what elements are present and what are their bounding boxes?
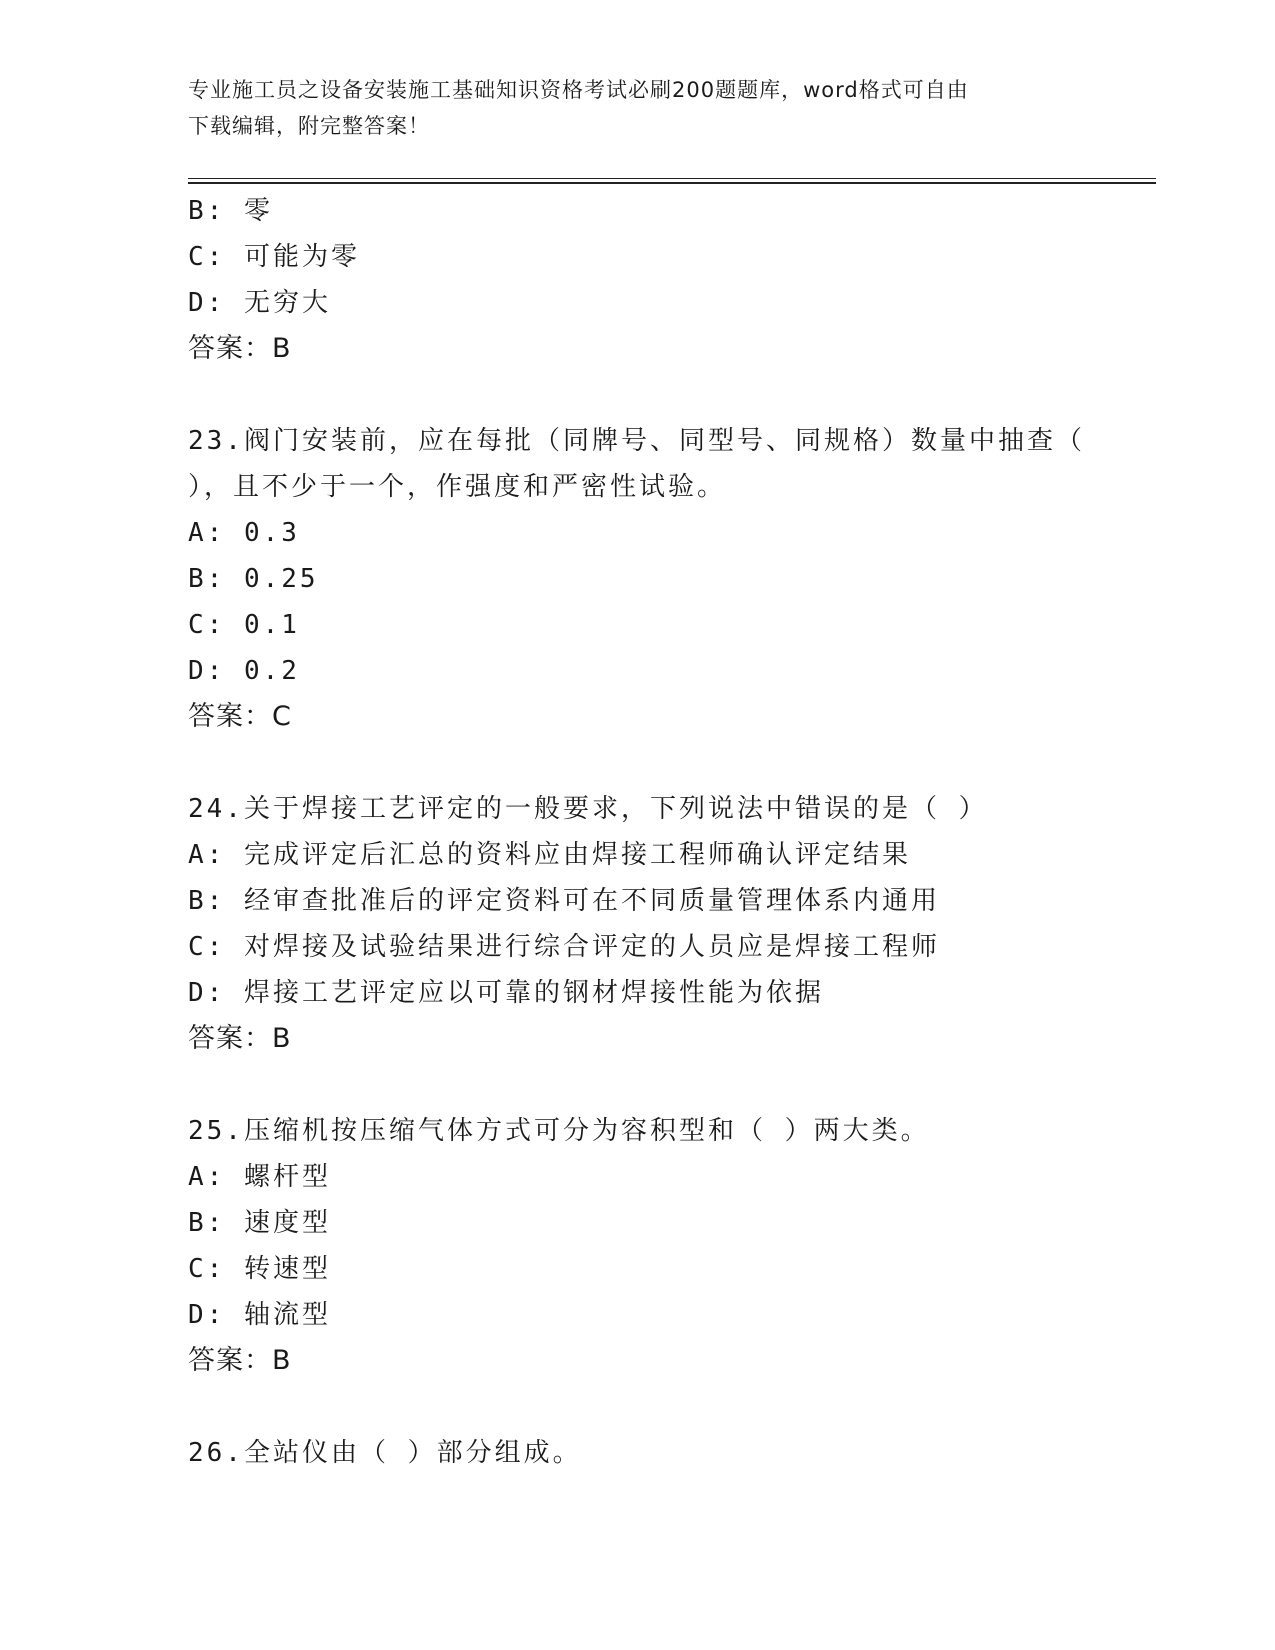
q26-question: 26.全站仪由（ ）部分组成。 [188,1438,582,1468]
q25-option-d: D: 轴流型 [188,1300,331,1330]
q25-option-c: C: 转速型 [188,1254,331,1284]
q23-option-c: C: 0.1 [188,610,300,640]
header-title-line-2: 下载编辑，附完整答案！ [188,114,430,138]
spacer [188,372,1148,418]
spacer [188,1062,1148,1108]
document-header [188,72,1088,144]
q25-question: 25.压缩机按压缩气体方式可分为容积型和（ ）两大类。 [188,1116,930,1146]
question-list [188,188,1148,1476]
q24-option-a: A: 完成评定后汇总的资料应由焊接工程师确认评定结果 [188,840,911,870]
question-26 [188,1430,1148,1476]
spacer [188,1384,1148,1430]
q25-option-b: B: 速度型 [188,1208,331,1238]
q23-question-line-1: 23.阀门安装前，应在每批（同牌号、同型号、同规格）数量中抽查（ [188,426,1085,456]
q24-answer: 答案：B [188,1023,292,1054]
q24-option-b: B: 经审查批准后的评定资料可在不同质量管理体系内通用 [188,886,940,916]
q22-option-b: B: 零 [188,196,273,226]
q24-option-d: D: 焊接工艺评定应以可靠的钢材焊接性能为依据 [188,978,824,1008]
spacer [188,740,1148,786]
question-22 [188,188,1148,372]
q24-option-c: C: 对焊接及试验结果进行综合评定的人员应是焊接工程师 [188,932,940,962]
q22-option-c: C: 可能为零 [188,242,360,272]
q23-question-line-2: ），且不少于一个，作强度和严密性试验。 [188,472,727,502]
q23-option-b: B: 0.25 [188,564,319,594]
q23-option-d: D: 0.2 [188,656,300,686]
q23-option-a: A: 0.3 [188,518,300,548]
question-23 [188,418,1148,740]
header-divider-thin [188,178,1156,179]
q22-option-d: D: 无穷大 [188,288,331,318]
q23-answer: 答案：C [188,701,292,732]
question-24 [188,786,1148,1062]
header-divider-thick [188,182,1156,184]
q24-question: 24.关于焊接工艺评定的一般要求，下列说法中错误的是（ ） [188,794,988,824]
q25-option-a: A: 螺杆型 [188,1162,331,1192]
q25-answer: 答案：B [188,1345,292,1376]
q22-answer: 答案：B [188,333,292,364]
question-25 [188,1108,1148,1384]
header-title-line-1: 专业施工员之设备安装施工基础知识资格考试必刷200题题库，word格式可自由 [188,78,969,102]
